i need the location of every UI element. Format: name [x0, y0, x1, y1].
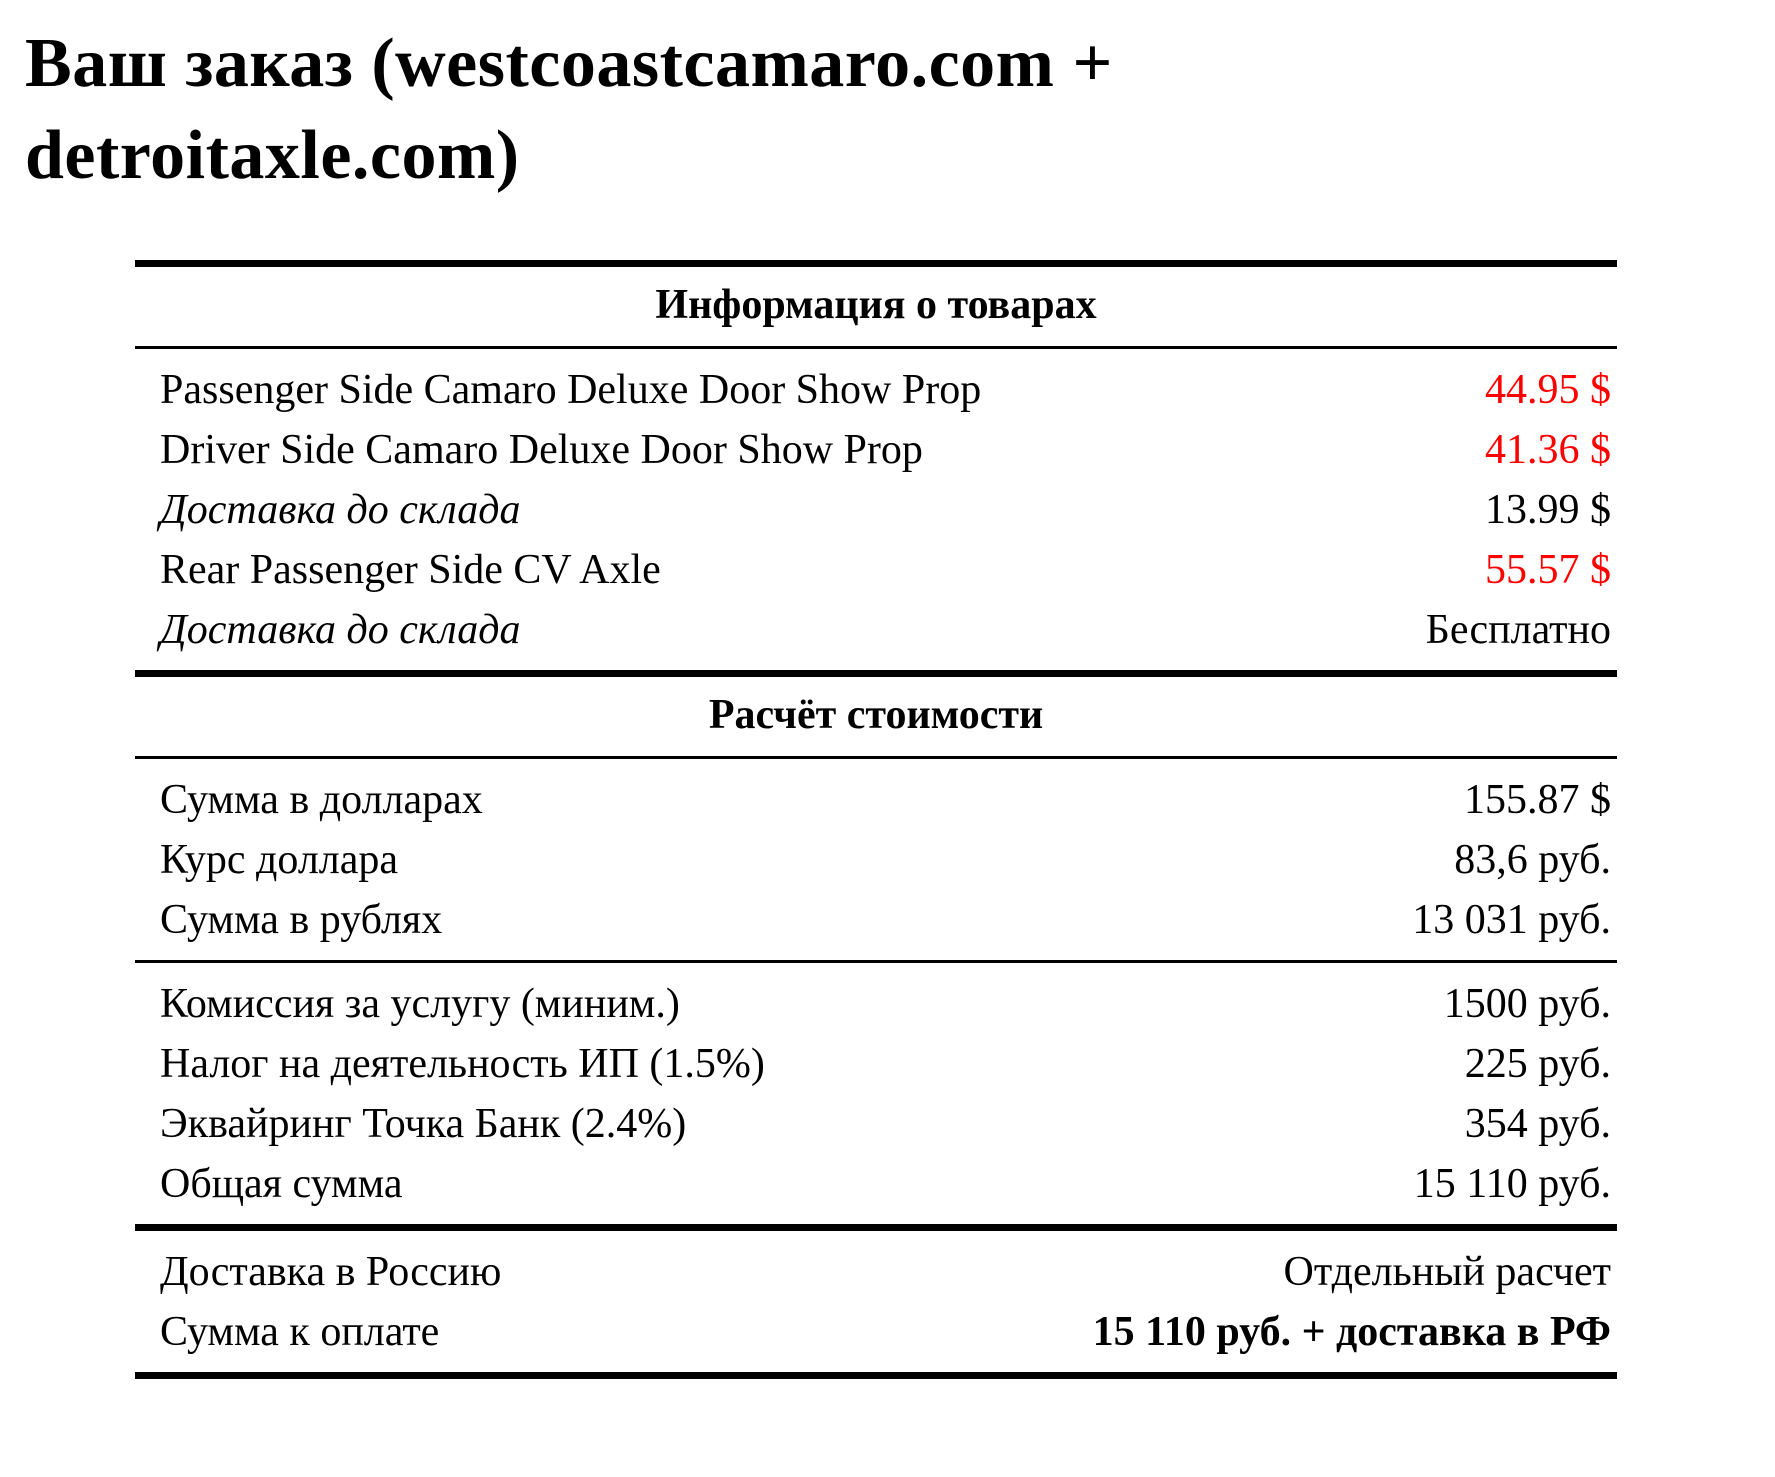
item-value: 55.57 $	[1485, 547, 1611, 593]
section-header: Информация о товарах	[655, 282, 1097, 328]
item-value: 15 110 руб. + доставка в РФ	[1092, 1309, 1611, 1355]
divider-rule-thick	[135, 670, 1617, 677]
item-label: Комиссия за услугу (миним.)	[160, 981, 680, 1027]
row-group	[135, 349, 1617, 670]
item-label: Сумма в рублях	[160, 897, 443, 943]
order-table	[135, 260, 1617, 1379]
item-label: Доставка в Россию	[160, 1249, 502, 1295]
section-header: Расчёт стоимости	[708, 692, 1044, 738]
item-value: 354 руб.	[1464, 1101, 1611, 1147]
divider-rule-thick	[135, 1372, 1617, 1379]
item-value: 155.87 $	[1464, 777, 1611, 823]
item-label: Общая сумма	[160, 1161, 403, 1207]
table-row	[135, 890, 1617, 950]
row-group	[135, 963, 1617, 1224]
table-row	[135, 420, 1617, 480]
item-label: Доставка до склада	[160, 607, 521, 653]
item-value: 225 руб.	[1464, 1041, 1611, 1087]
item-label: Доставка до склада	[160, 487, 521, 533]
item-label: Сумма к оплате	[160, 1309, 440, 1355]
table-row	[135, 974, 1617, 1034]
table-row	[135, 770, 1617, 830]
table-row	[135, 1034, 1617, 1094]
table-row	[135, 540, 1617, 600]
item-value: 44.95 $	[1485, 367, 1611, 413]
item-label: Rear Passenger Side CV Axle	[160, 547, 661, 593]
page-title: Ваш заказ (westcoastcamaro.com + detroitaxle.com)	[25, 25, 1113, 194]
table-row	[135, 1154, 1617, 1214]
item-label: Эквайринг Точка Банк (2.4%)	[160, 1101, 687, 1147]
table-row	[135, 1242, 1617, 1302]
table-row	[135, 830, 1617, 890]
item-value: Бесплатно	[1425, 607, 1611, 653]
item-value: 13 031 руб.	[1412, 897, 1611, 943]
divider-rule-thick	[135, 1224, 1617, 1231]
item-label: Курс доллара	[160, 837, 399, 883]
row-group	[135, 759, 1617, 960]
item-label: Сумма в долларах	[160, 777, 483, 823]
row-group	[135, 1231, 1617, 1372]
table-row	[135, 1302, 1617, 1362]
table-row	[135, 480, 1617, 540]
item-value: 15 110 руб.	[1413, 1161, 1611, 1207]
item-label: Driver Side Camaro Deluxe Door Show Prop	[160, 427, 923, 473]
item-value: 13.99 $	[1485, 487, 1611, 533]
item-label: Налог на деятельность ИП (1.5%)	[160, 1041, 765, 1087]
table-row	[135, 1094, 1617, 1154]
item-value: 1500 руб.	[1443, 981, 1611, 1027]
order-summary-page	[0, 18, 1775, 1379]
divider-rule-thick	[135, 260, 1617, 267]
item-value: 41.36 $	[1485, 427, 1611, 473]
table-row	[135, 360, 1617, 420]
item-label: Passenger Side Camaro Deluxe Door Show Prop	[160, 367, 982, 413]
table-row	[135, 600, 1617, 660]
item-value: 83,6 руб.	[1454, 837, 1611, 883]
item-value: Отдельный расчет	[1283, 1249, 1611, 1295]
